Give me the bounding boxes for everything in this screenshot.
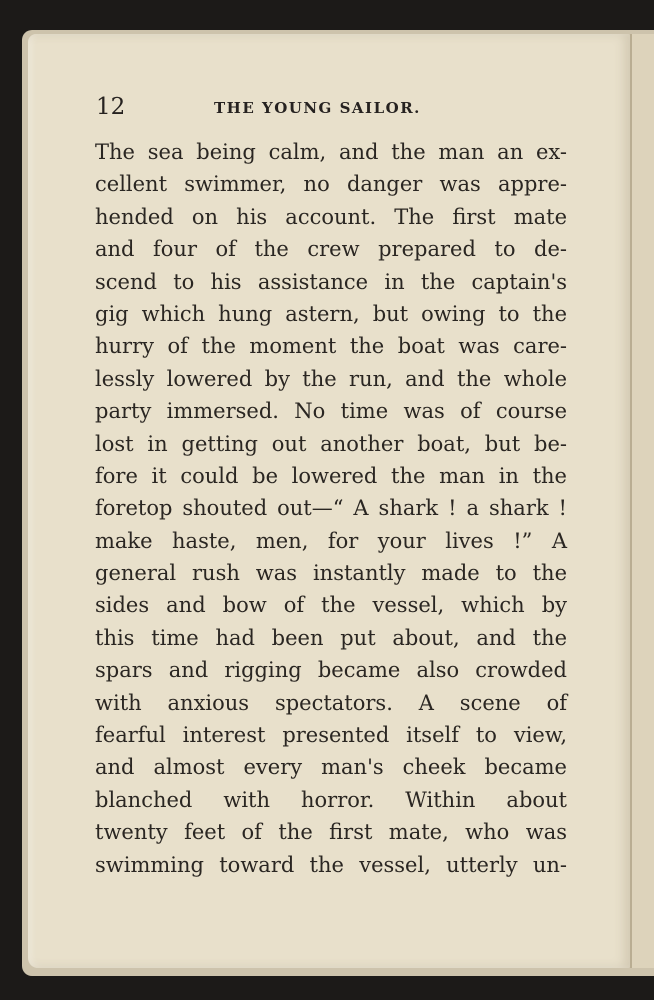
body-text — [95, 136, 567, 881]
text-line: cellent swimmer, no danger was appre- — [95, 172, 567, 197]
text-line: hended on his account. The first mate — [95, 204, 567, 229]
text-line: The sea being calm, and the man an ex- — [95, 140, 567, 164]
text-line: gig which hung astern, but owing to the — [95, 301, 567, 326]
text-line: foretop shouted out—“ A shark ! a shark ! — [95, 496, 567, 521]
text-line: swimming toward the vessel, utterly un- — [95, 852, 567, 877]
text-line: lessly lowered by the run, and the whole — [95, 366, 567, 391]
text-line: hurry of the moment the boat was care- — [95, 334, 567, 359]
text-line: spars and rigging became also crowded — [95, 658, 567, 683]
text-line: lost in getting out another boat, but be- — [95, 431, 567, 456]
running-title: THE YOUNG SAILOR. — [214, 99, 421, 117]
text-line: this time had been put about, and the — [95, 625, 567, 650]
text-line: fearful interest presented itself to view, — [95, 723, 567, 748]
text-line: sides and bow of the vessel, which by — [95, 593, 567, 618]
text-line: and four of the crew prepared to de- — [95, 237, 567, 262]
text-line: party immersed. No time was of course — [95, 399, 567, 424]
text-line: scend to his assistance in the captain's — [95, 269, 567, 294]
text-line: fore it could be lowered the man in the — [95, 463, 567, 488]
text-line: general rush was instantly made to the — [95, 561, 567, 586]
adjacent-page-edge — [630, 34, 654, 968]
text-line: with anxious spectators. A scene of — [95, 690, 567, 715]
text-line: blanched with horror. Within about — [95, 787, 567, 812]
page-header — [96, 94, 566, 126]
text-line: make haste, men, for your lives !” A — [95, 528, 567, 553]
text-line: and almost every man's cheek became — [95, 755, 567, 780]
page-number: 12 — [96, 94, 126, 120]
text-line: twenty feet of the first mate, who was — [95, 820, 567, 845]
